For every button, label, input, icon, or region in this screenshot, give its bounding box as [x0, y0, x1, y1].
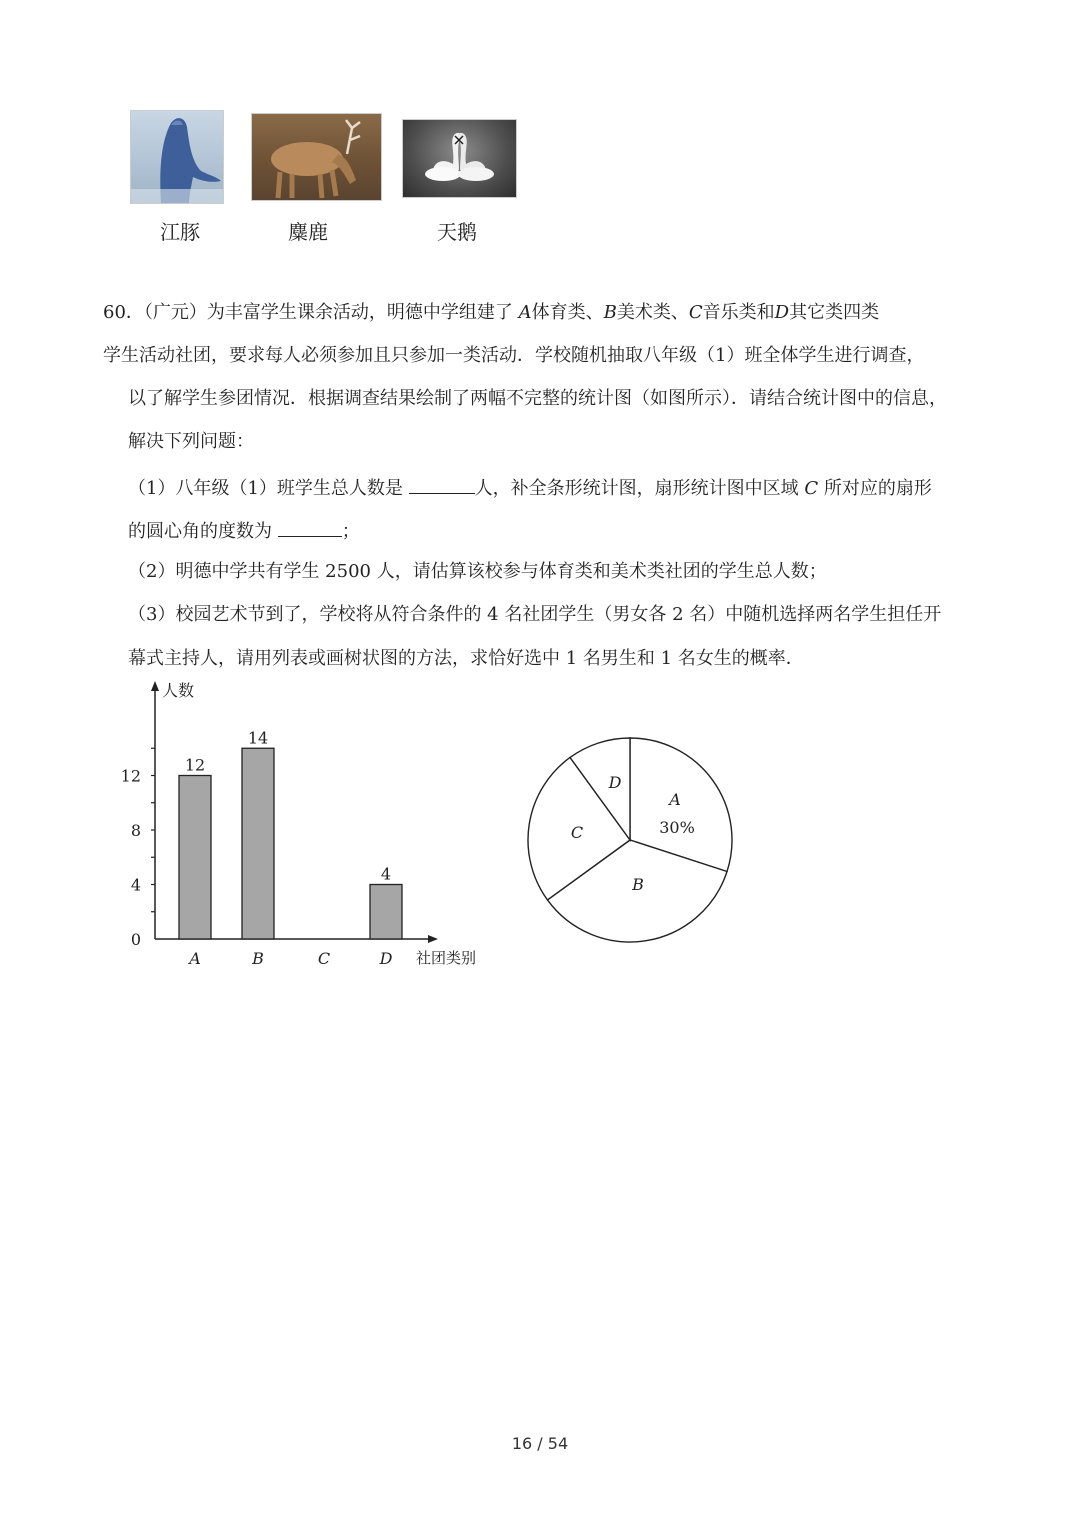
answer-blank[interactable] [409, 475, 475, 494]
sub-question-3-cont: 幕式主持人，请用列表或画树状图的方法，求恰好选中 1 名男生和 1 名女生的概率． [128, 648, 804, 669]
pie-label: B [632, 875, 644, 894]
question-number: 60． [103, 302, 144, 323]
question-line-3: 以了解学生参团情况．根据调查结果绘制了两幅不完整的统计图（如图所示）．请结合统计图中的信息， [128, 388, 947, 409]
answer-blank[interactable] [278, 518, 342, 537]
bar-chart [120, 675, 510, 975]
swan-photo [402, 119, 517, 198]
sub-question-1: （1）八年级（1）班学生总人数是 人，补全条形统计图，扇形统计图中区域 C 所对应的扇形 [128, 475, 932, 500]
bar-data-label: 14 [247, 728, 269, 748]
y-tick-label: 8 [130, 821, 141, 840]
sub-question-2: （2）明德中学共有学生 2500 人，请估算该校参与体育类和美术类社团的学生总人数； [128, 561, 827, 582]
x-axis-label: 社团类别 [416, 949, 477, 967]
animal-caption: 麋鹿 [288, 220, 328, 244]
sub-question-3: （3）校园艺术节到了，学校将从符合条件的 4 名社团学生（男女各 2 名）中随机选择两名学生担任开 [128, 604, 942, 625]
pie-chart [520, 735, 742, 947]
pie-label: A [669, 790, 681, 809]
x-axis-arrow [428, 935, 438, 943]
bar-B [242, 748, 274, 939]
x-category-label: C [317, 949, 331, 968]
question-line-1: 60．（广元）为丰富学生课余活动，明德中学组建了 A体育类、B美术类、C音乐类和D其它类四类 [103, 302, 880, 323]
question-line-4: 解决下列问题： [128, 431, 254, 452]
bar-data-label: 4 [380, 864, 392, 884]
page-number: 16 / 54 [511, 1434, 569, 1453]
y-axis-arrow [151, 681, 159, 691]
pie-percent-label: 30% [659, 818, 695, 837]
pere-david-deer-photo [251, 113, 382, 201]
y-tick-label: 12 [120, 766, 141, 786]
animal-caption: 江豚 [160, 220, 200, 244]
x-category-label: D [379, 949, 393, 968]
y-tick-label: 0 [130, 930, 141, 949]
x-category-label: B [252, 949, 264, 968]
finless-porpoise-photo [130, 110, 224, 204]
y-axis-label: 人数 [162, 681, 195, 700]
animal-caption: 天鹅 [437, 220, 477, 244]
x-category-label: A [189, 949, 201, 968]
question-line-2: 学生活动社团，要求每人必须参加且只参加一类活动．学校随机抽取八年级（1）班全体学生进行调查， [103, 345, 925, 366]
question-source: （广元） [143, 302, 207, 323]
bar-A [179, 776, 211, 940]
pie-label: D [608, 773, 622, 792]
pie-label: C [570, 823, 584, 842]
bar-data-label: 12 [184, 755, 206, 775]
bar-D [370, 885, 402, 940]
sub-question-1-cont: 的圆心角的度数为 ； [128, 518, 360, 543]
y-tick-label: 4 [130, 875, 141, 895]
